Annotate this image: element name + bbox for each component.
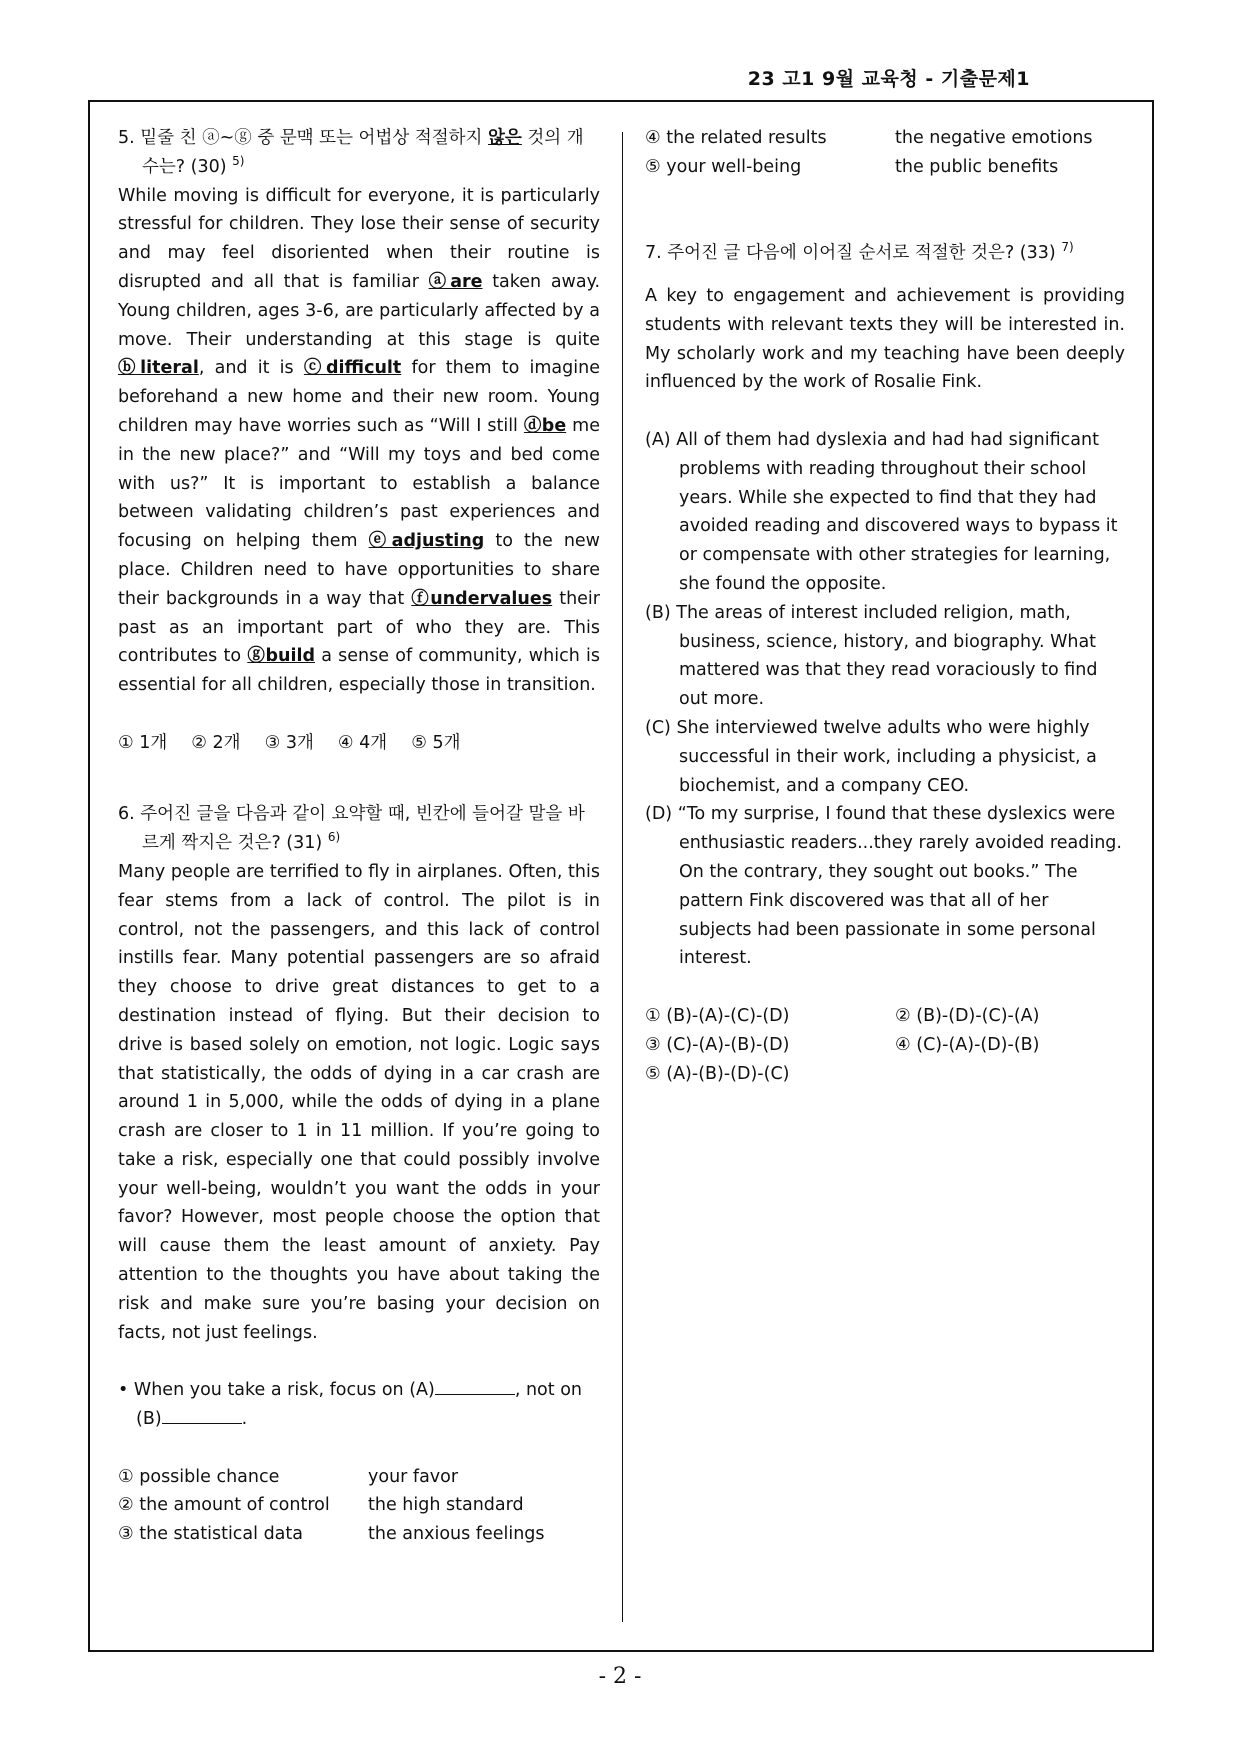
- q5-title-part1: 밑줄 친 ⓐ~ⓖ 중 문맥 또는 어법상 적절하지: [140, 128, 489, 148]
- q6-option-4-b: the negative emotions: [895, 128, 1093, 148]
- q6-option-2-a[interactable]: ② the amount of control: [118, 1495, 330, 1516]
- q7-number: 7.: [645, 243, 662, 264]
- q6-passage: Many people are terrified to fly in airplanes. Often, this fear stems from a lack of control. The pilot is in control, not the passengers, and this lack of control instills fear. Many potential passengers are so afraid they choose to drive great distances to get to a destination instead of flying. But their decision to drive is based solely on emotion, not logic. Logic says that statistically, the odds of dying in a car crash are around 1 in 5,000, while the odds of dying in a plane crash are closer to 1 in 11 million. If you’re going to take a risk, especially one that could possibly involve your well-being, wouldn’t you want the odds in your favor? However, most people choose the option that will cause them the least amount of anxiety. Pay attention to the thoughts you have about taking the risk and make sure you’re basing your decision on facts, not just feelings.: [118, 861, 600, 1343]
- q7-paragraph-c: [645, 714, 1125, 800]
- q5-title-emphasis: 않은: [488, 128, 522, 148]
- summary-text: When you take a risk, focus on (A): [133, 1380, 435, 1401]
- q5-passage: [118, 182, 600, 700]
- paragraph-label: (D): [645, 804, 673, 825]
- passage-text: for them to imagine beforehand a new home and their new room. Young children may have worries such as “Will I still: [118, 358, 600, 436]
- passage-text: taken away. Young children, ages 3-6, are particularly affected by a move. Their understanding at this stage is quite: [118, 271, 601, 350]
- underlined-c: ⓒdifficult: [303, 358, 402, 379]
- passage-text: While moving is difficult for everyone, it is particularly stressful for children. They lose their sense of security and may feel disoriented when their routine is disrupted and all that is familiar: [118, 185, 600, 292]
- underlined-b: ⓑliteral: [118, 358, 199, 379]
- q7-choice-2[interactable]: ② (B)-(D)-(C)-(A): [895, 1005, 1040, 1026]
- q6-option-4-a[interactable]: ④ the related results: [645, 128, 827, 148]
- passage-text: their past as an important part of who they are. This contributes to: [118, 588, 600, 667]
- q5-title: [118, 124, 600, 182]
- q5-choices: [118, 729, 600, 758]
- q5-footnote-ref: 5): [232, 153, 245, 168]
- summary-text: .: [241, 1409, 248, 1430]
- q7-intro: A key to engagement and achievement is providing students with relevant texts they will be interested in. My scholarly work and my teaching have been deeply influenced by the work of Rosalie Fink.: [645, 285, 1125, 393]
- q7-paragraph-d: [645, 800, 1125, 973]
- q5-choice-4[interactable]: ④ 4개: [337, 732, 388, 753]
- underlined-e: ⓔadjusting: [368, 531, 485, 552]
- q7-footnote-ref: 7): [1061, 240, 1074, 255]
- q7-choice-4[interactable]: ④ (C)-(A)-(D)-(B): [895, 1034, 1040, 1055]
- q6-options-1-3: [118, 1463, 600, 1549]
- q7-choices: [645, 1002, 1125, 1088]
- q7-choice-5[interactable]: ⑤ (A)-(B)-(D)-(C): [645, 1063, 790, 1084]
- q6-options-4-5: [645, 124, 1125, 182]
- q6-option-1-a[interactable]: ① possible chance: [118, 1466, 280, 1487]
- paragraph-text: “To my surprise, I found that these dyslexics were enthusiastic readers...they rarely avoided reading. On the contrary, they sought out books.” The pattern Fink discovered was that all of her subjects had been passionate in some personal interest.: [677, 804, 1122, 969]
- passage-text: to the new place. Children need to have opportunities to share their backgrounds in a way that: [118, 531, 600, 609]
- q6-option-2-b: the high standard: [368, 1495, 524, 1516]
- underlined-a: ⓐare: [428, 271, 483, 292]
- q6-footnote-ref: 6): [327, 830, 341, 845]
- left-column: [118, 124, 600, 1549]
- q6-summary: [118, 1376, 600, 1434]
- q7-paragraph-a: [645, 426, 1125, 599]
- blank-a: [435, 1376, 515, 1395]
- page-number: - 2 -: [598, 1664, 642, 1689]
- bullet: •: [118, 1380, 129, 1401]
- paragraph-label: (C): [645, 717, 671, 738]
- page-header: 23 고1 9월 교육청 - 기출문제1: [747, 68, 1030, 90]
- q6-number: 6.: [118, 804, 135, 825]
- q6-option-3-a[interactable]: ③ the statistical data: [118, 1524, 303, 1545]
- q6-option-5-a[interactable]: ⑤ your well-being: [645, 156, 802, 177]
- q5-choice-2[interactable]: ② 2개: [191, 732, 241, 753]
- q5-title-part2: 것의 개수는? (30): [142, 128, 584, 177]
- paragraph-text: All of them had dyslexia and had had significant problems with reading throughout their school years. While she expected to find that they had avoided reading and discovered ways to bypass it or compensate with other strategies for learning, she found the opposite.: [676, 429, 1118, 594]
- q6-option-1-b: your favor: [368, 1466, 459, 1487]
- q5-choice-3[interactable]: ③ 3개: [264, 732, 314, 753]
- q5-number: 5.: [118, 128, 135, 148]
- paragraph-label: (A): [645, 429, 671, 450]
- q7-title: [645, 239, 1125, 268]
- passage-text: me in the new place?” and “Will my toys and bed come with us?” It is important to establish a balance between validating children’s past experiences and focusing on helping them: [118, 415, 600, 552]
- q5-choice-1[interactable]: ① 1개: [118, 732, 168, 753]
- paragraph-text: The areas of interest included religion, math, business, science, history, and biography. What mattered was that they read voraciously to find out more.: [676, 602, 1098, 710]
- q7-paragraph-b: [645, 599, 1125, 714]
- summary-text: , not on (B): [136, 1380, 582, 1430]
- paragraph-text: She interviewed twelve adults who were highly successful in their work, including a physicist, a biochemist, and a company CEO.: [676, 717, 1097, 796]
- q7-choice-3[interactable]: ③ (C)-(A)-(B)-(D): [645, 1034, 790, 1055]
- q7-paragraphs: [645, 426, 1125, 973]
- passage-text: , and it is: [198, 358, 304, 379]
- paragraph-label: (B): [645, 602, 671, 623]
- underlined-d: ⓓbe: [523, 415, 567, 436]
- q6-option-5-b: the public benefits: [895, 156, 1059, 177]
- right-column: [645, 124, 1125, 1088]
- blank-b: [162, 1405, 242, 1424]
- q6-title: [118, 800, 600, 858]
- underlined-g: ⓖbuild: [247, 646, 315, 667]
- q6-option-3-b: the anxious feelings: [368, 1524, 545, 1545]
- q6-title-text: 주어진 글을 다음과 같이 요약할 때, 빈칸에 들어갈 말을 바르게 짝지은 것은? (31): [140, 804, 585, 854]
- underlined-f: ⓕundervalues: [411, 588, 553, 609]
- q7-title-text: 주어진 글 다음에 이어질 순서로 적절한 것은? (33): [667, 243, 1056, 264]
- column-divider: [622, 132, 623, 1622]
- q5-choice-5[interactable]: ⑤ 5개: [411, 732, 461, 753]
- passage-text: a sense of community, which is essential for all children, especially those in transition.: [118, 646, 600, 696]
- q7-choice-1[interactable]: ① (B)-(A)-(C)-(D): [645, 1005, 790, 1026]
